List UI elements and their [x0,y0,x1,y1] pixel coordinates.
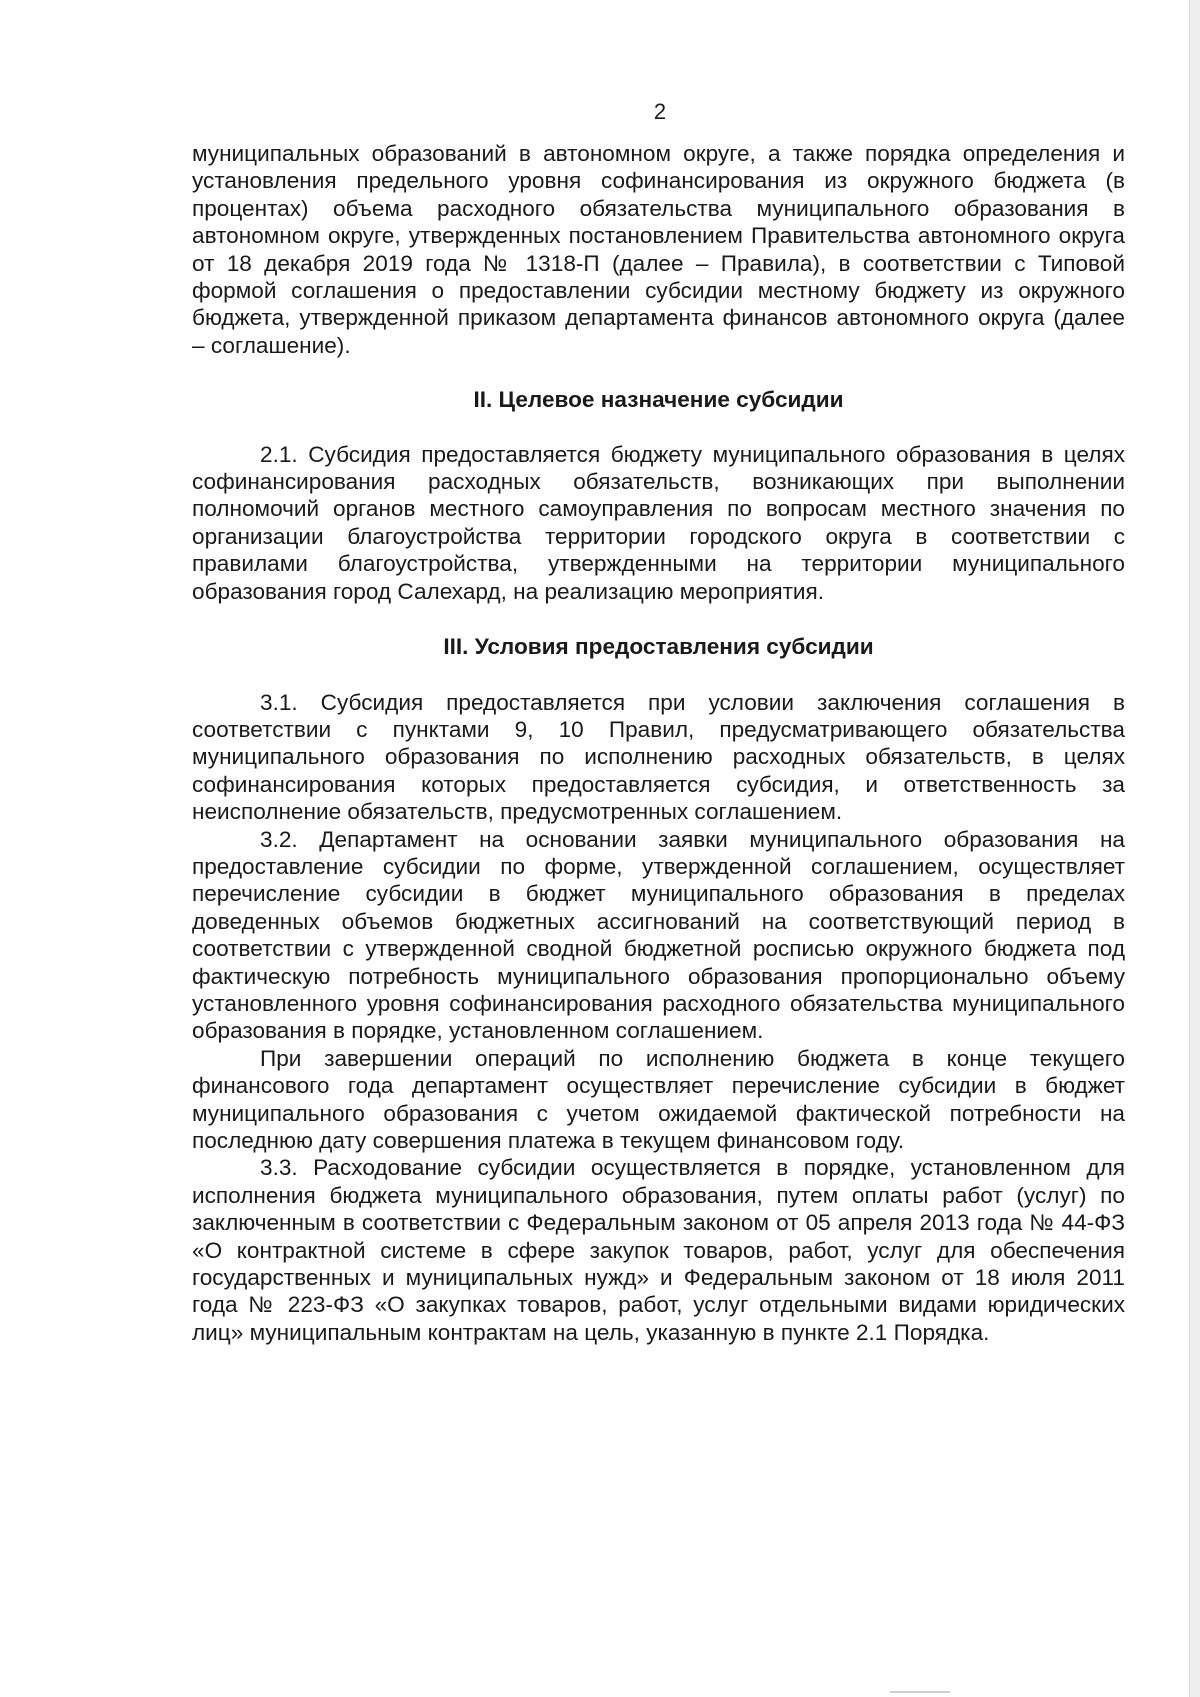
intro-paragraph: муниципальных образований в автономном округе, а также порядка определения и установления предельного уровня софинансирования из окружного бюджета (в процентах) объема расходного обязательства муниципального образования в автономном округе, утвержденных постановлением Правительства автономного округа от 18 декабря 2019 года № 1318-П (далее – Правила), в соответствии с Типовой формой соглашения о предоставлении субсидии местному бюджету из окружного бюджета, утвержденной приказом департамента финансов автономного округа (далее – соглашение). [192,141,1125,358]
scan-edge [1189,0,1200,1697]
scan-artifact [890,1691,950,1693]
section-3-heading: III. Условия предоставления субсидии [443,634,874,660]
section-2-heading: II. Целевое назначение субсидии [473,387,844,413]
paragraph-2-1: 2.1. Субсидия предоставляется бюджету муниципального образования в целях софинансирования расходных обязательств, возникающих при выполнении полномочий органов местного самоуправления по вопросам местного значения по организации благоустройства территории городского округа в соответствии с правилами благоустройства, утвержденными на территории муниципального образования город Салехард, на реализацию мероприятия. [192,441,1125,604]
paragraph-3-2: 3.2. Департамент на основании заявки муниципального образования на предоставление субсидии по форме, утвержденной соглашением, осуществляет перечисление субсидии в бюджет муниципального образования в пределах доведенных объемов бюджетных ассигнований на соответствующий период в соответствии с утвержденной сводной бюджетной росписью окружного бюджета под фактическую потребность муниципального образования пропорционально объему установленного уровня софинансирования расходного обязательства муниципального образования в порядке, установленном соглашением. [192,826,1125,1044]
document-body [192,140,1125,1346]
paragraph-3-2-continued: При завершении операций по исполнению бюджета в конце текущего финансового года департамент осуществляет перечисление субсидии в бюджет муниципального образования с учетом ожидаемой фактической потребности на последнюю дату совершения платежа в текущем финансовом году. [192,1045,1125,1153]
paragraph-3-3: 3.3. Расходование субсидии осуществляется в порядке, установленном для исполнения бюджета муниципального образования, путем оплаты работ (услуг) по заключенным в соответствии с Федеральным законом от 05 апреля 2013 года № 44-ФЗ «О контрактной системе в сфере закупок товаров, работ, услуг для обеспечения государственных и муниципальных нужд» и Федеральным законом от 18 июля 2011 года № 223-ФЗ «О закупках товаров, работ, услуг отдельными видами юридических лиц» муниципальным контрактам на цель, указанную в пункте 2.1 Порядка. [192,1155,1125,1345]
paragraph-3-1: 3.1. Субсидия предоставляется при условии заключения соглашения в соответствии с пунктами 9, 10 Правил, предусматривающего обязательства муниципального образования по исполнению расходных обязательств, в целях софинансирования которых предоставляется субсидия, и ответственность за неисполнение обязательств, предусмотренных соглашением. [192,689,1125,825]
page-number: 2 [653,99,667,124]
